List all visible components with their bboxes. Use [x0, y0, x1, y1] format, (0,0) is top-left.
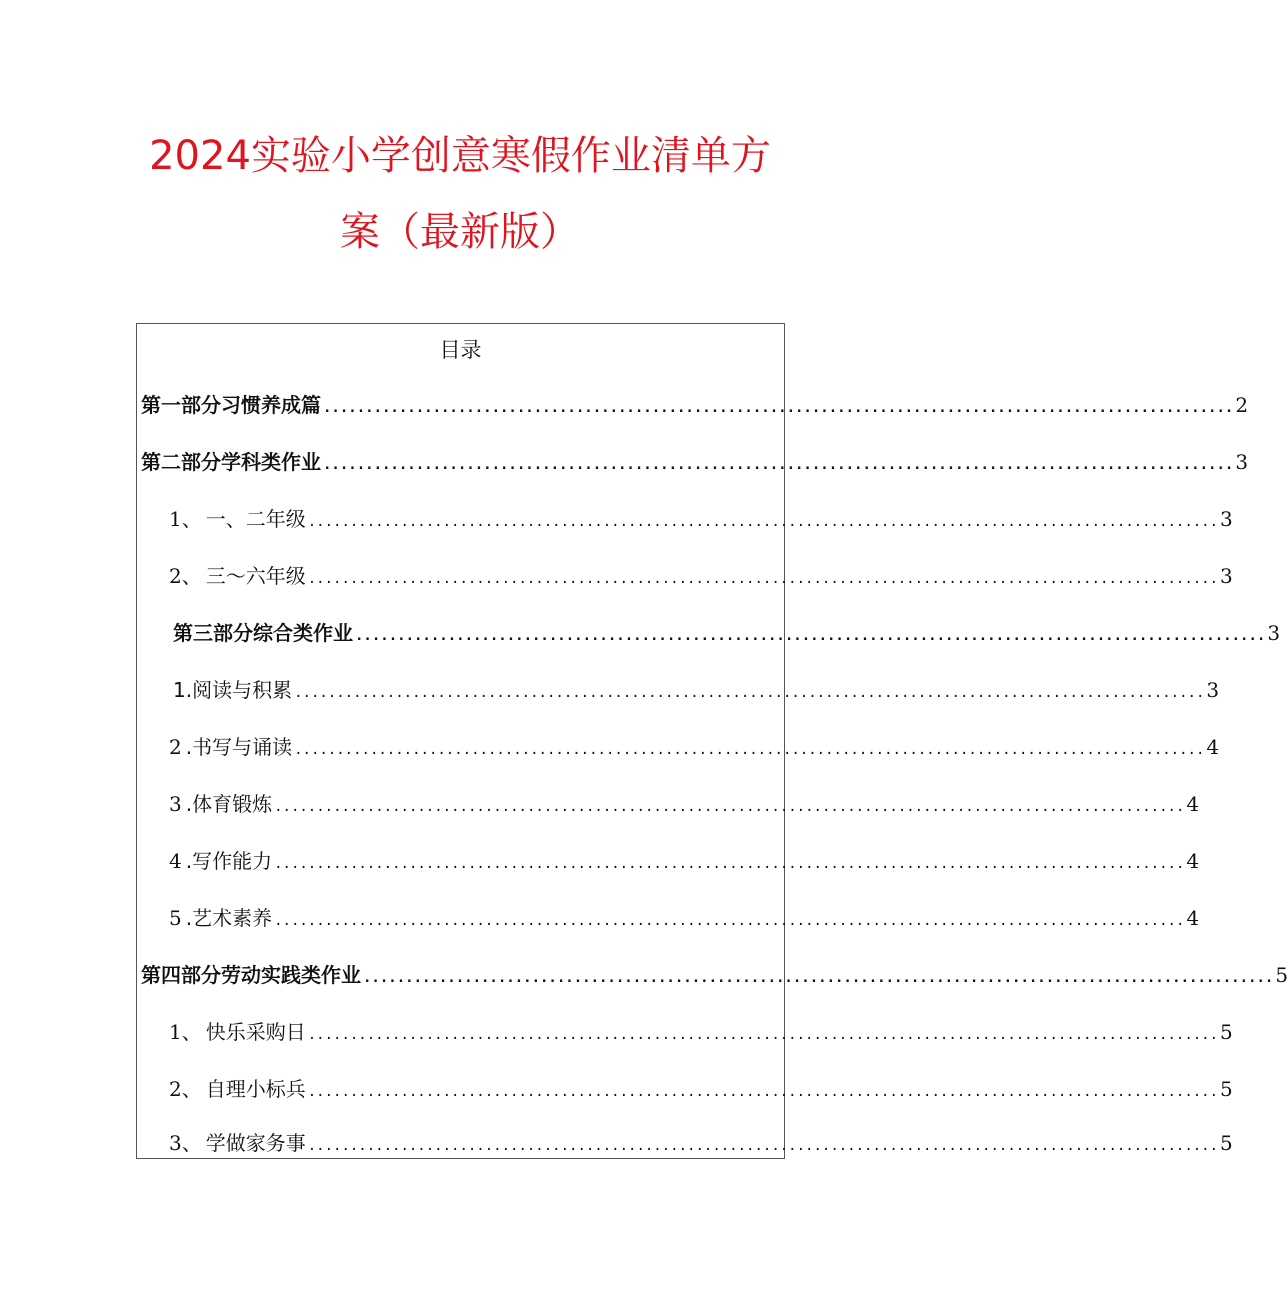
toc-entry-text: 第二部分学科类作业	[141, 450, 321, 474]
toc-leader-dots: ............................................................................................................	[307, 1138, 1219, 1154]
toc-entry-page: 5	[1220, 1131, 1233, 1155]
toc-leader-dots: ............................................................................................................	[323, 400, 1234, 416]
toc-entry[interactable]	[169, 789, 1200, 819]
document-title-line1: 2024实验小学创意寒假作业清单方	[149, 133, 771, 179]
toc-entry-number: 4	[169, 849, 182, 873]
toc-entry-number: 2、	[169, 564, 202, 588]
toc-entry-page: 5	[1220, 1077, 1233, 1101]
toc-entry[interactable]	[169, 1017, 1233, 1047]
toc-entry[interactable]	[169, 618, 1281, 648]
toc-entry[interactable]	[169, 1074, 1233, 1104]
toc-entry-page: 3	[1220, 564, 1233, 588]
toc-entry-page: 5	[1220, 1020, 1233, 1044]
toc-entry-page: 3	[1220, 507, 1233, 531]
toc-leader-dots: ............................................................................................................	[294, 685, 1205, 701]
toc-leader-dots: ............................................................................................................	[307, 1084, 1219, 1100]
toc-entry-text: 快乐采购日	[205, 1020, 306, 1044]
toc-entry-text: 第一部分习惯养成篇	[141, 393, 321, 417]
toc-entry[interactable]	[169, 846, 1200, 876]
toc-leader-dots: ............................................................................................................	[307, 1027, 1219, 1043]
toc-leader-dots: ............................................................................................................	[274, 913, 1185, 929]
toc-entry[interactable]	[169, 732, 1220, 762]
toc-entry-number: 5	[169, 906, 182, 930]
toc-entry-text: 第四部分劳动实践类作业	[141, 963, 361, 987]
toc-entry-page: 4	[1186, 792, 1200, 816]
toc-leader-dots: ............................................................................................................	[307, 571, 1219, 587]
toc-entry-text: 一、二年级	[205, 507, 306, 531]
table-of-contents	[136, 323, 1288, 1159]
toc-entry-number: 1、	[169, 507, 202, 531]
toc-entry-text: .体育锻炼	[185, 792, 273, 816]
toc-leader-dots: ............................................................................................................	[274, 799, 1185, 815]
toc-entry[interactable]	[169, 675, 1220, 705]
document-title-line2: 案（最新版）	[340, 209, 580, 255]
toc-leader-dots: ............................................................................................................	[274, 856, 1185, 872]
toc-entry-number: 1、	[169, 1020, 202, 1044]
toc-entry-page: 2	[1235, 393, 1249, 417]
toc-leader-dots: ............................................................................................................	[355, 628, 1266, 644]
toc-entry[interactable]	[137, 447, 1249, 477]
toc-entry[interactable]	[137, 960, 1288, 990]
toc-entry-text: .写作能力	[185, 849, 273, 873]
toc-entry[interactable]	[169, 1128, 1233, 1158]
toc-entry-page: 4	[1186, 849, 1200, 873]
toc-entry-number: 2、	[169, 1077, 202, 1101]
toc-leader-dots: ............................................................................................................	[323, 457, 1234, 473]
toc-entry-page: 5	[1275, 963, 1288, 987]
toc-entry[interactable]	[169, 903, 1200, 933]
toc-entry-text: 1.阅读与积累	[173, 678, 293, 702]
toc-entry-page: 4	[1206, 735, 1220, 759]
toc-entry-number: 3、	[169, 1131, 202, 1155]
toc-leader-dots: ............................................................................................................	[363, 970, 1274, 986]
document-title	[0, 118, 920, 270]
toc-leader-dots: ............................................................................................................	[294, 742, 1205, 758]
toc-entry-text: 学做家务事	[205, 1131, 306, 1155]
toc-leader-dots: ............................................................................................................	[307, 514, 1219, 530]
toc-entry-text: 三〜六年级	[205, 564, 306, 588]
toc-entry-page: 3	[1267, 621, 1281, 645]
toc-entry-text: .书写与诵读	[185, 735, 293, 759]
toc-entry-page: 4	[1186, 906, 1200, 930]
toc-entry-text: 自理小标兵	[205, 1077, 306, 1101]
toc-entry-number: 3	[169, 792, 182, 816]
toc-entry[interactable]	[137, 390, 1249, 420]
toc-heading: 目录	[439, 338, 482, 362]
toc-entry-number: 2	[169, 735, 182, 759]
toc-entry-page: 3	[1235, 450, 1249, 474]
toc-entry[interactable]	[169, 504, 1233, 534]
toc-entry[interactable]	[169, 561, 1233, 591]
toc-entry-text: .艺术素养	[185, 906, 273, 930]
toc-entry-text: 第三部分综合类作业	[173, 621, 353, 645]
toc-entry-page: 3	[1206, 678, 1220, 702]
